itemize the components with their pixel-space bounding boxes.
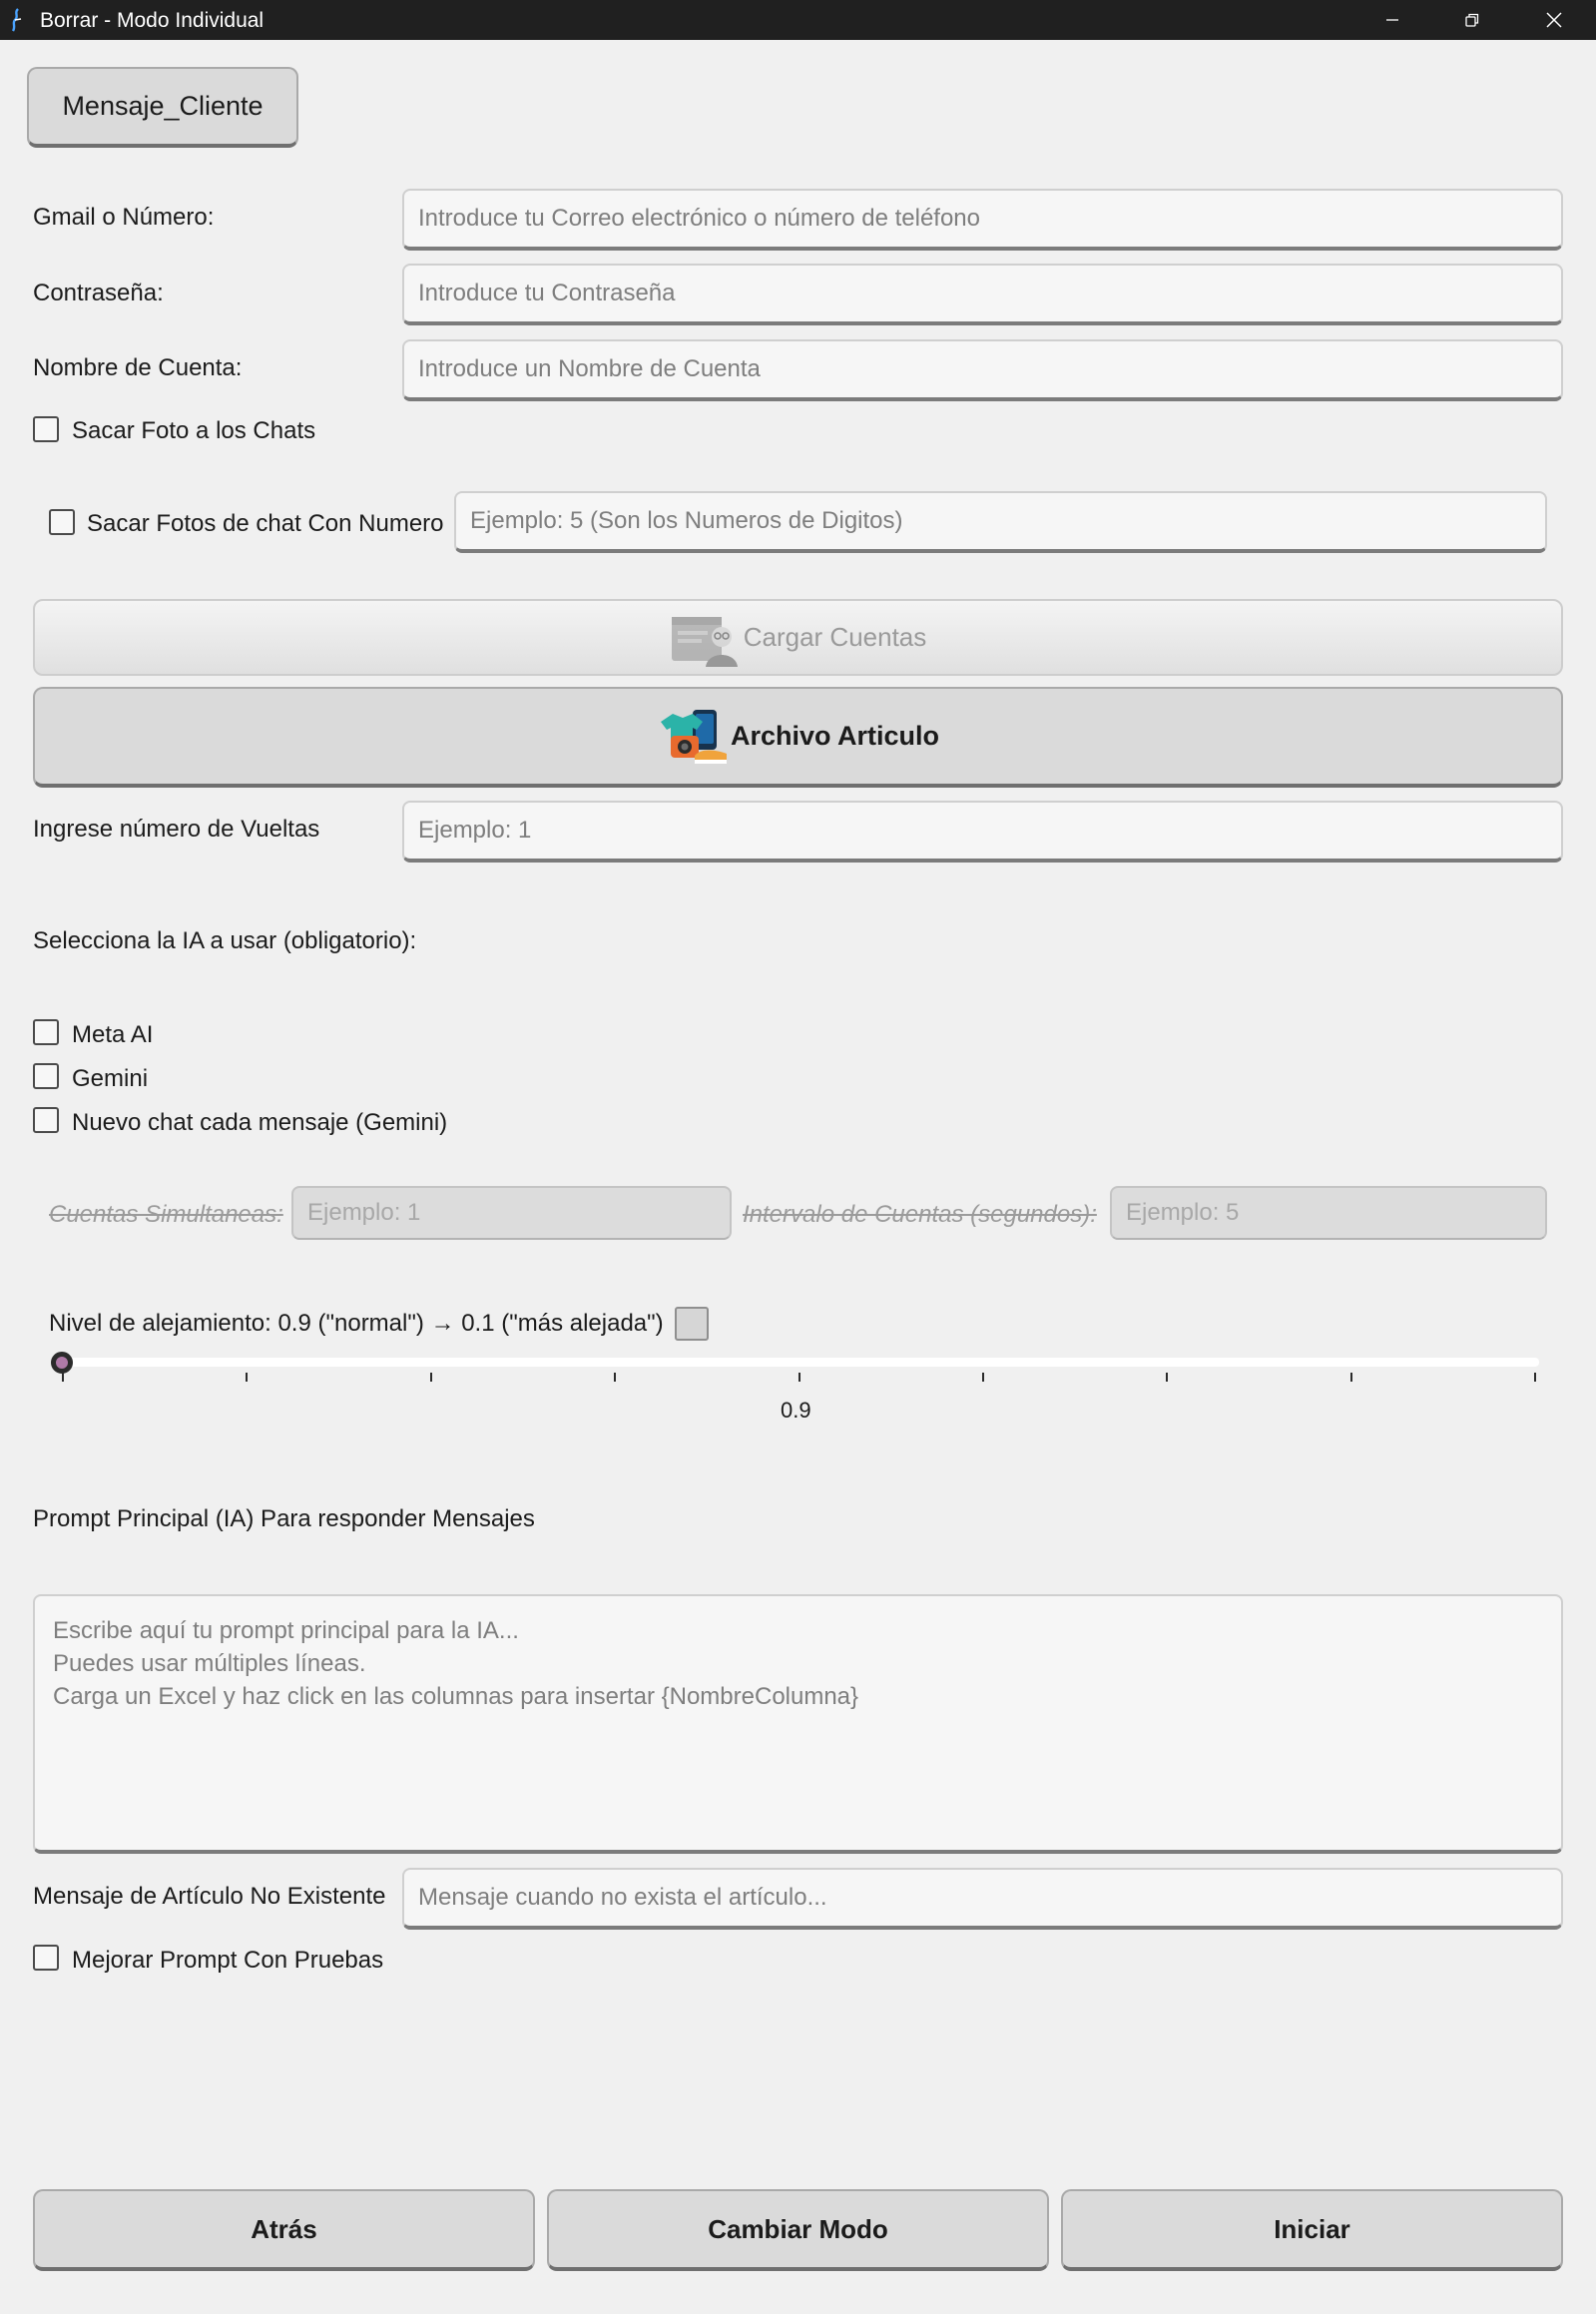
zoom-label: Nivel de alejamiento: 0.9 ("normal") → 0.1 ("más alejada") xyxy=(49,1310,664,1337)
zoom-slider-track[interactable] xyxy=(56,1358,1539,1367)
mensaje-cliente-button[interactable] xyxy=(27,67,298,148)
ai-heading: Selecciona la IA a usar (obligatorio): xyxy=(33,927,417,954)
improve-prompt-checkbox[interactable] xyxy=(33,1945,59,1971)
missing-article-input[interactable] xyxy=(402,1868,1563,1930)
interval-label: Intervalo de Cuentas (segundos): xyxy=(743,1201,1097,1228)
back-label: Atrás xyxy=(251,2213,317,2244)
improve-prompt-label: Mejorar Prompt Con Pruebas xyxy=(72,1947,384,1974)
zoom-slider-tick xyxy=(798,1373,800,1382)
zoom-slider-thumb[interactable] xyxy=(51,1352,73,1374)
close-icon xyxy=(1545,11,1563,29)
zoom-slider-tick xyxy=(246,1373,248,1382)
password-label: Contraseña: xyxy=(33,280,164,306)
meta-ai-label: Meta AI xyxy=(72,1021,154,1048)
gmail-label: Gmail o Número: xyxy=(33,204,215,231)
window-title: Borrar - Modo Individual xyxy=(40,9,265,32)
close-button[interactable] xyxy=(1514,0,1594,40)
missing-article-label: Mensaje de Artículo No Existente xyxy=(33,1883,386,1910)
interval-input[interactable] xyxy=(1110,1186,1547,1240)
title-bar xyxy=(0,0,1596,40)
back-button[interactable] xyxy=(33,2189,535,2271)
laps-input[interactable] xyxy=(402,801,1563,863)
change-mode-button[interactable] xyxy=(547,2189,1049,2271)
start-label: Iniciar xyxy=(1274,2213,1350,2244)
account-name-input[interactable] xyxy=(402,339,1563,401)
meta-ai-checkbox[interactable] xyxy=(33,1019,59,1045)
article-file-button[interactable] xyxy=(33,687,1563,788)
zoom-slider-tick xyxy=(62,1373,64,1382)
digits-input[interactable] xyxy=(454,491,1547,553)
gemini-label: Gemini xyxy=(72,1065,149,1092)
prompt-label: Prompt Principal (IA) Para responder Mensajes xyxy=(33,1505,535,1532)
photo-number-label: Sacar Fotos de chat Con Numero xyxy=(87,510,444,537)
minimize-icon xyxy=(1384,12,1400,28)
photo-chats-label: Sacar Foto a los Chats xyxy=(72,417,316,444)
gmail-input[interactable] xyxy=(402,189,1563,251)
password-input[interactable] xyxy=(402,264,1563,325)
zoom-checkbox[interactable] xyxy=(675,1307,709,1341)
new-chat-label: Nuevo chat cada mensaje (Gemini) xyxy=(72,1109,448,1136)
gemini-checkbox[interactable] xyxy=(33,1063,59,1089)
zoom-slider-tick xyxy=(982,1373,984,1382)
zoom-slider-tick xyxy=(1534,1373,1536,1382)
zoom-slider-tick xyxy=(614,1373,616,1382)
zoom-slider-tick xyxy=(1166,1373,1168,1382)
change-mode-label: Cambiar Modo xyxy=(708,2213,888,2244)
mensaje-cliente-label: Mensaje_Cliente xyxy=(62,91,264,121)
restore-button[interactable] xyxy=(1432,0,1512,40)
accounts-folder-icon xyxy=(670,609,742,667)
account-name-label: Nombre de Cuenta: xyxy=(33,354,243,381)
photo-chats-checkbox[interactable] xyxy=(33,416,59,442)
load-accounts-button[interactable] xyxy=(33,599,1563,676)
restore-icon xyxy=(1464,12,1480,28)
photo-number-checkbox[interactable] xyxy=(49,509,75,535)
zoom-value: 0.9 xyxy=(781,1398,811,1423)
minimize-button[interactable] xyxy=(1352,0,1432,40)
app-icon xyxy=(6,7,26,33)
prompt-textarea[interactable] xyxy=(33,1594,1563,1854)
simultaneous-input[interactable] xyxy=(291,1186,732,1240)
new-chat-checkbox[interactable] xyxy=(33,1107,59,1133)
load-accounts-label: Cargar Cuentas xyxy=(743,622,927,652)
article-file-label: Archivo Articulo xyxy=(730,721,940,751)
zoom-slider-tick xyxy=(430,1373,432,1382)
laps-label: Ingrese número de Vueltas xyxy=(33,816,320,843)
start-button[interactable] xyxy=(1061,2189,1563,2271)
articles-icon xyxy=(657,708,729,766)
simultaneous-label: Cuentas Simultaneas: xyxy=(49,1201,283,1228)
zoom-slider-tick xyxy=(1350,1373,1352,1382)
